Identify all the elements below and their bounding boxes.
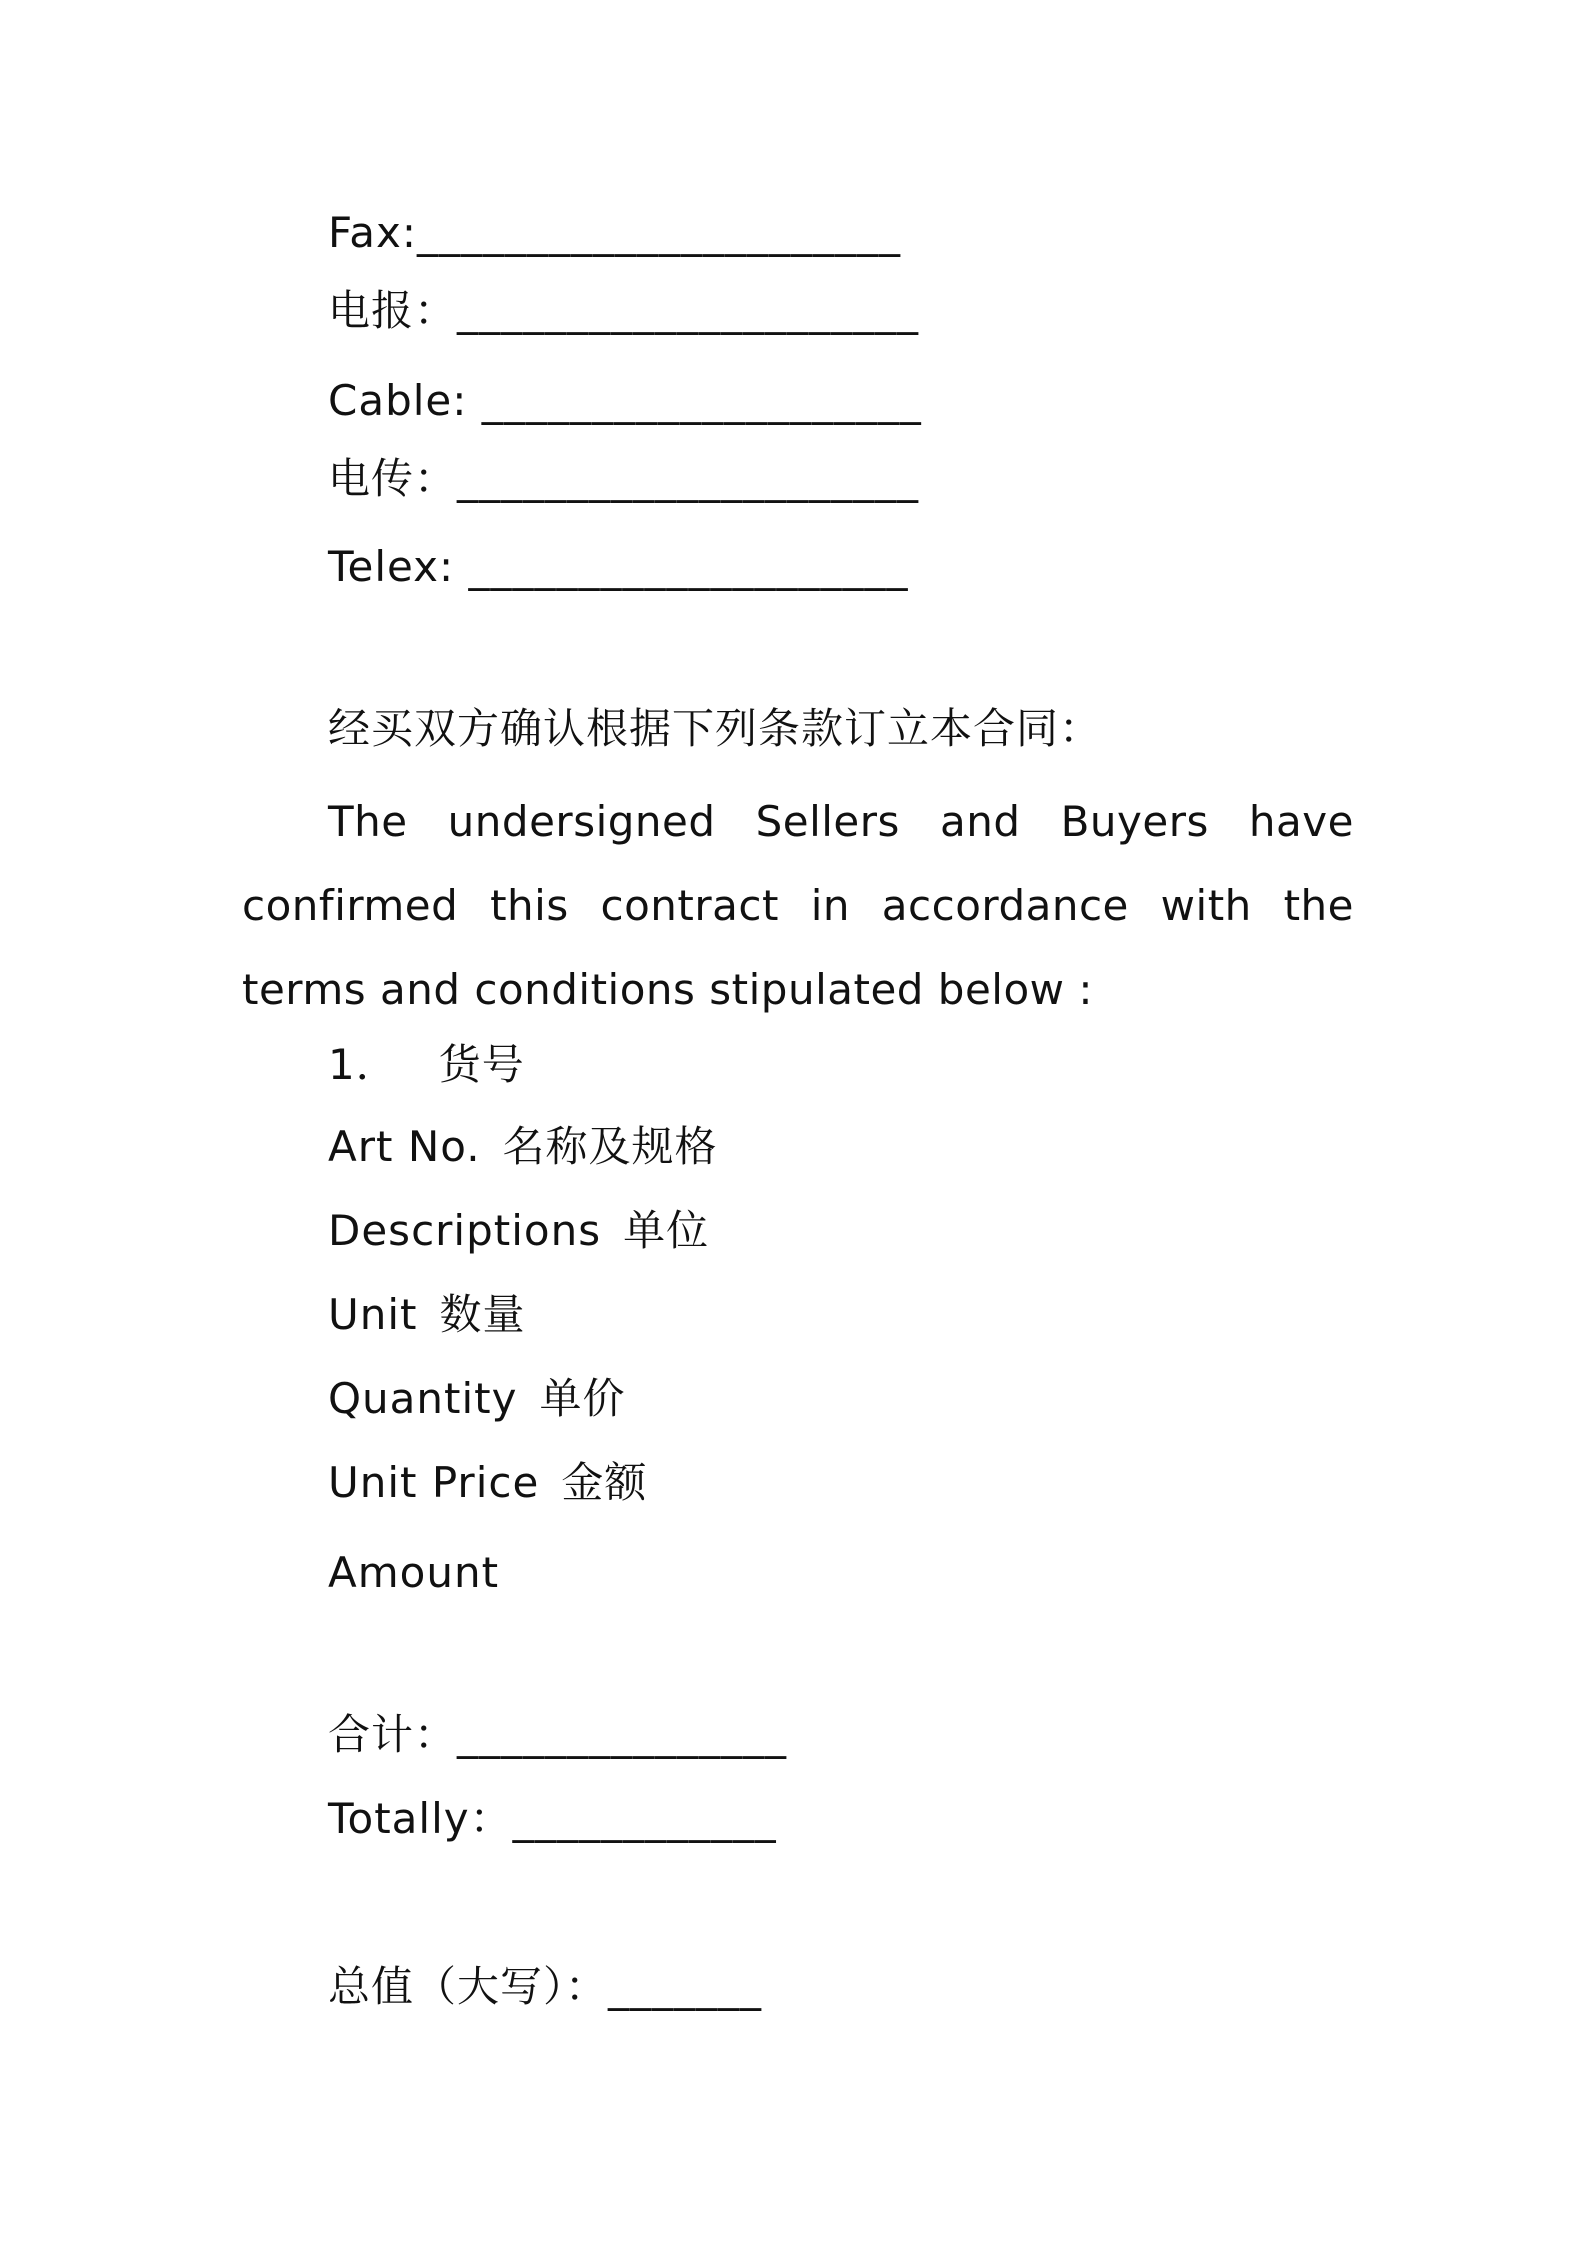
fax-field: Fax:______________________ (328, 208, 902, 257)
item-label-cn: 单价 (539, 1374, 626, 1423)
item-label-cn: 货号 (438, 1040, 525, 1089)
item-label-cn: 数量 (439, 1290, 526, 1339)
item-line-6 (328, 1458, 648, 1507)
item-label-en: Unit Price (328, 1458, 540, 1507)
item-line-7 (328, 1548, 500, 1597)
item-label-en: Unit (328, 1290, 418, 1339)
intro-chinese: 经买双方确认根据下列条款订立本合同： (328, 704, 1103, 753)
item-line-3 (328, 1206, 710, 1255)
telex-cn-field: 电传：_____________________ (328, 454, 920, 503)
item-line-4 (328, 1290, 526, 1339)
item-label-cn: 金额 (561, 1458, 648, 1507)
item-label-cn: 单位 (623, 1206, 710, 1255)
item-label-en: Quantity (328, 1374, 518, 1423)
intro-english-paragraph: The undersigned Sellers and Buyers have confirmed this contract in accordance with the terms and conditions stipulated below : (242, 797, 1354, 1014)
item-number: 1． (328, 1040, 399, 1089)
item-line-5 (328, 1374, 626, 1423)
item-label-cn: 名称及规格 (502, 1122, 718, 1171)
total-en-field: Totally：____________ (328, 1794, 777, 1843)
item-label-en: Descriptions (328, 1206, 602, 1255)
total-cn-field: 合计：_______________ (328, 1710, 788, 1759)
item-label-en: Amount (328, 1548, 500, 1597)
telex-field: Telex: ____________________ (328, 542, 909, 591)
cable-cn-field: 电报：_____________________ (328, 286, 920, 335)
item-label-en: Art No. (328, 1122, 481, 1171)
item-line-2 (328, 1122, 718, 1171)
item-line-1 (328, 1040, 525, 1089)
grand-total-field: 总值（大写）：_______ (328, 1962, 763, 2011)
cable-field: Cable: ____________________ (328, 376, 922, 425)
